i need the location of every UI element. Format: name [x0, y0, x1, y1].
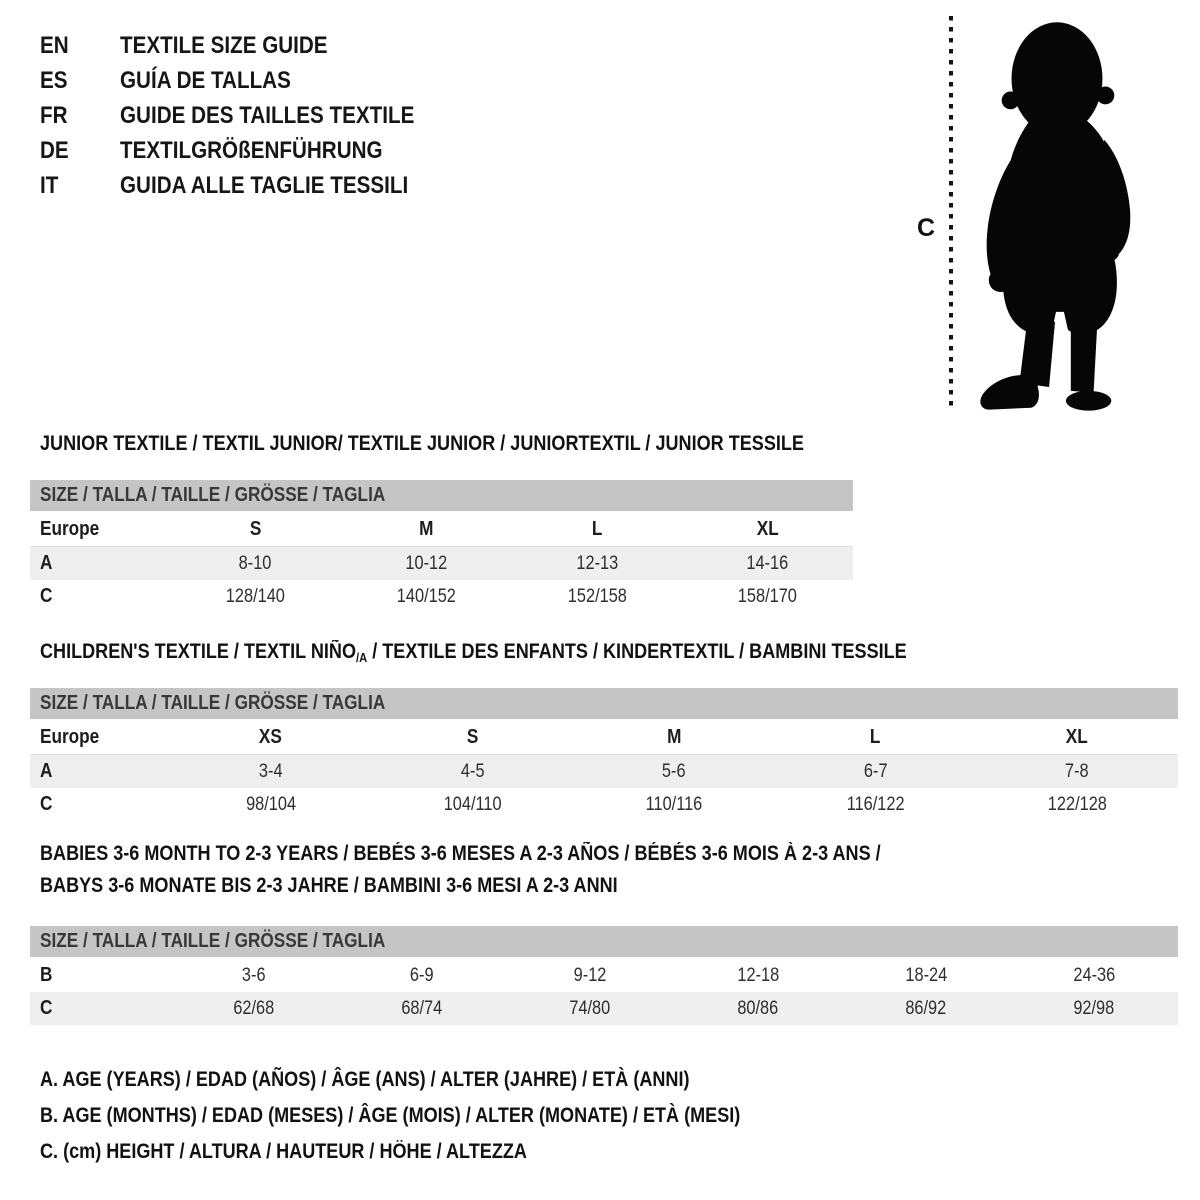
height-measure-label: C	[916, 214, 936, 242]
table-cell: 98/104	[245, 794, 296, 815]
table-cell: XS	[259, 726, 283, 748]
table-cell: M	[418, 518, 434, 540]
table-cell: 4-5	[460, 761, 485, 782]
table-cell: S	[249, 518, 262, 540]
table-row	[30, 580, 853, 613]
language-title: GUIDA ALLE TAGLIE TESSILI	[120, 172, 409, 199]
table-cell: 128/140	[225, 586, 285, 607]
legend-line-a: A. AGE (YEARS) / EDAD (AÑOS) / ÂGE (ANS) / ALTER (JAHRE) / ETÀ (ANNI)	[40, 1068, 690, 1091]
table-cell: 3-4	[258, 761, 283, 782]
row-label: Europe	[40, 726, 100, 748]
junior-section-title: JUNIOR TEXTILE / TEXTIL JUNIOR/ TEXTILE JUNIOR / JUNIORTEXTIL / JUNIOR TESSILE	[40, 432, 804, 455]
table-cell: 5-6	[662, 761, 686, 782]
table-cell: 6-9	[410, 965, 434, 986]
babies-size-table	[30, 926, 1178, 1025]
language-title: GUÍA DE TALLAS	[120, 67, 291, 94]
language-title: GUIDE DES TAILLES TEXTILE	[120, 102, 415, 129]
language-row-es	[40, 63, 462, 98]
table-cell: XL	[756, 518, 779, 540]
babies-section-title-line1: BABIES 3-6 MONTH TO 2-3 YEARS / BEBÉS 3-6 MESES A 2-3 AÑOS / BÉBÉS 3-6 MOIS À 2-3 ANS /	[40, 842, 881, 865]
table-cell: 86/92	[905, 998, 947, 1019]
children-size-table	[30, 688, 1178, 821]
table-cell: 18-24	[905, 965, 947, 986]
babies-section-title-line2: BABYS 3-6 MONATE BIS 2-3 JAHRE / BAMBINI 3-6 MESI A 2-3 ANNI	[40, 874, 618, 897]
language-code: DE	[40, 137, 69, 164]
toddler-silhouette-icon	[972, 16, 1140, 414]
row-label: A	[40, 552, 53, 574]
language-row-en	[40, 28, 462, 63]
table-row	[30, 992, 1178, 1025]
row-label: A	[40, 760, 53, 782]
table-header: SIZE / TALLA / TAILLE / GRÖSSE / TAGLIA	[30, 480, 853, 513]
language-code: EN	[40, 32, 69, 59]
table-cell: 12-18	[737, 965, 779, 986]
junior-size-table	[30, 480, 853, 613]
table-cell: 92/98	[1073, 998, 1115, 1019]
table-cell: L	[870, 726, 881, 748]
table-cell: XL	[1066, 726, 1089, 748]
legend-line-b: B. AGE (MONTHS) / EDAD (MESES) / ÂGE (MOIS) / ALTER (MONATE) / ETÀ (MESI)	[40, 1104, 741, 1127]
table-cell: 104/110	[443, 794, 502, 815]
table-cell: M	[666, 726, 682, 748]
table-cell: 110/116	[645, 794, 703, 815]
language-title: TEXTILE SIZE GUIDE	[120, 32, 328, 59]
table-cell: 6-7	[863, 761, 888, 782]
table-row	[30, 755, 1178, 788]
language-list	[40, 28, 462, 203]
table-cell: 8-10	[239, 553, 272, 574]
nino-a-subscript: /A	[356, 650, 368, 665]
table-cell: 116/122	[846, 794, 905, 815]
table-header: SIZE / TALLA / TAILLE / GRÖSSE / TAGLIA	[30, 926, 1178, 959]
table-row	[30, 959, 1178, 992]
table-cell: 74/80	[569, 998, 611, 1019]
table-cell: 24-36	[1073, 965, 1115, 986]
table-cell: 9-12	[573, 965, 607, 986]
row-label: Europe	[40, 518, 100, 540]
measure-legend	[40, 1062, 854, 1170]
row-label: B	[40, 964, 53, 986]
language-row-fr	[40, 98, 462, 133]
table-cell: L	[591, 518, 603, 540]
row-label: C	[40, 997, 53, 1019]
height-dashed-line	[949, 16, 953, 412]
table-row	[30, 721, 1178, 755]
table-cell: 158/170	[738, 586, 798, 607]
legend-line-c: C. (cm) HEIGHT / ALTURA / HAUTEUR / HÖHE / ALTEZZA	[40, 1140, 527, 1163]
table-cell: S	[466, 726, 479, 748]
language-code: ES	[40, 67, 68, 94]
table-cell: 14-16	[746, 553, 789, 574]
table-cell: 68/74	[401, 998, 443, 1019]
table-cell: 152/158	[567, 586, 627, 607]
table-row	[30, 547, 853, 580]
table-row	[30, 788, 1178, 821]
row-label: C	[40, 793, 53, 815]
row-label: C	[40, 585, 53, 607]
table-cell: 62/68	[233, 998, 275, 1019]
language-code: IT	[40, 172, 59, 199]
table-cell: 122/128	[1047, 794, 1107, 815]
table-cell: 7-8	[1065, 761, 1089, 782]
language-row-it	[40, 168, 462, 203]
language-title: TEXTILGRÖßENFÜHRUNG	[120, 137, 383, 164]
table-cell: 3-6	[242, 965, 266, 986]
language-code: FR	[40, 102, 68, 129]
table-cell: 80/86	[737, 998, 779, 1019]
table-row	[30, 513, 853, 547]
language-row-de	[40, 133, 462, 168]
table-cell: 12-13	[575, 553, 618, 574]
table-cell: 10-12	[405, 553, 448, 574]
children-section-title: CHILDREN'S TEXTILE / TEXTIL $NIÑO_{/A}$ / TEXTILE DES ENFANTS / KINDERTEXTIL / BAMBINI TESSILE	[40, 640, 907, 665]
table-cell: 140/152	[396, 586, 456, 607]
table-header: SIZE / TALLA / TAILLE / GRÖSSE / TAGLIA	[30, 688, 1178, 721]
